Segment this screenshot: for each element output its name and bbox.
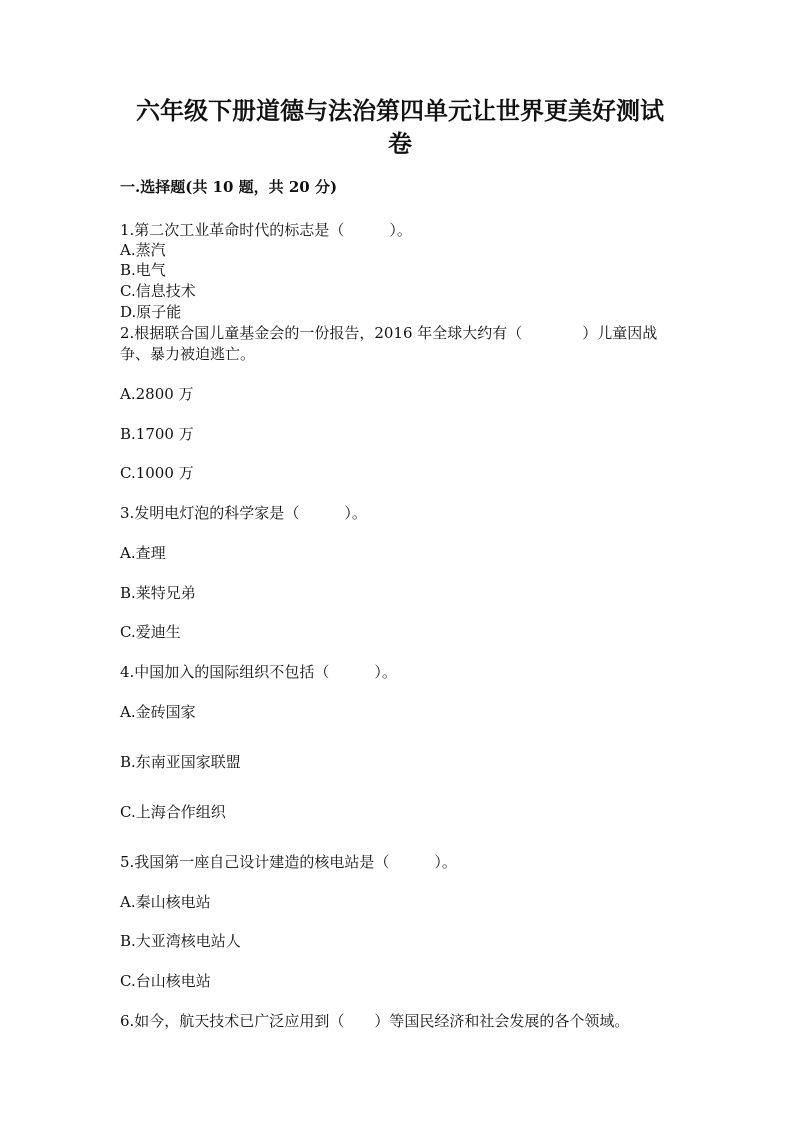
question-1-option-b: B.电气 bbox=[120, 261, 166, 279]
question-2-option-c: C.1000 万 bbox=[120, 464, 194, 482]
question-5-option-c: C.台山核电站 bbox=[120, 972, 211, 990]
question-1-option-c: C.信息技术 bbox=[120, 282, 196, 300]
question-1-option-a: A.蒸汽 bbox=[120, 241, 166, 259]
question-6-stem: 6.如今，航天技术已广泛应用到（ ）等国民经济和社会发展的各个领域。 bbox=[120, 1012, 630, 1030]
question-3-option-b: B.莱特兄弟 bbox=[120, 584, 196, 602]
question-2-stem: 2.根据联合国儿童基金会的一份报告，2016 年全球大约有（ ）儿童因战 bbox=[120, 324, 658, 342]
question-1-option-d: D.原子能 bbox=[120, 303, 182, 321]
question-3-stem: 3.发明电灯泡的科学家是（ ）。 bbox=[120, 504, 367, 522]
question-3-option-c: C.爱迪生 bbox=[120, 623, 181, 641]
question-4-option-b: B.东南亚国家联盟 bbox=[120, 753, 241, 771]
question-5-stem: 5.我国第一座自己设计建造的核电站是（ ）。 bbox=[120, 853, 457, 871]
question-5-option-b: B.大亚湾核电站人 bbox=[120, 932, 241, 950]
page-title: 六年级下册道德与法治第四单元让世界更美好测试 bbox=[136, 96, 664, 125]
question-3-option-a: A.查理 bbox=[120, 544, 166, 562]
question-1-stem: 1.第二次工业革命时代的标志是（ ）。 bbox=[120, 221, 412, 239]
question-4-stem: 4.中国加入的国际组织不包括（ ）。 bbox=[120, 663, 397, 681]
page-title-continued: 卷 bbox=[388, 129, 412, 158]
section-heading: 一.选择题(共 10 题，共 20 分) bbox=[120, 178, 338, 196]
question-4-option-a: A.金砖国家 bbox=[120, 703, 196, 721]
question-2-option-a: A.2800 万 bbox=[120, 385, 194, 403]
question-2-stem-continued: 争、暴力被迫逃亡。 bbox=[120, 345, 256, 363]
question-4-option-c: C.上海合作组织 bbox=[120, 803, 226, 821]
question-5-option-a: A.秦山核电站 bbox=[120, 893, 211, 911]
question-2-option-b: B.1700 万 bbox=[120, 425, 194, 443]
